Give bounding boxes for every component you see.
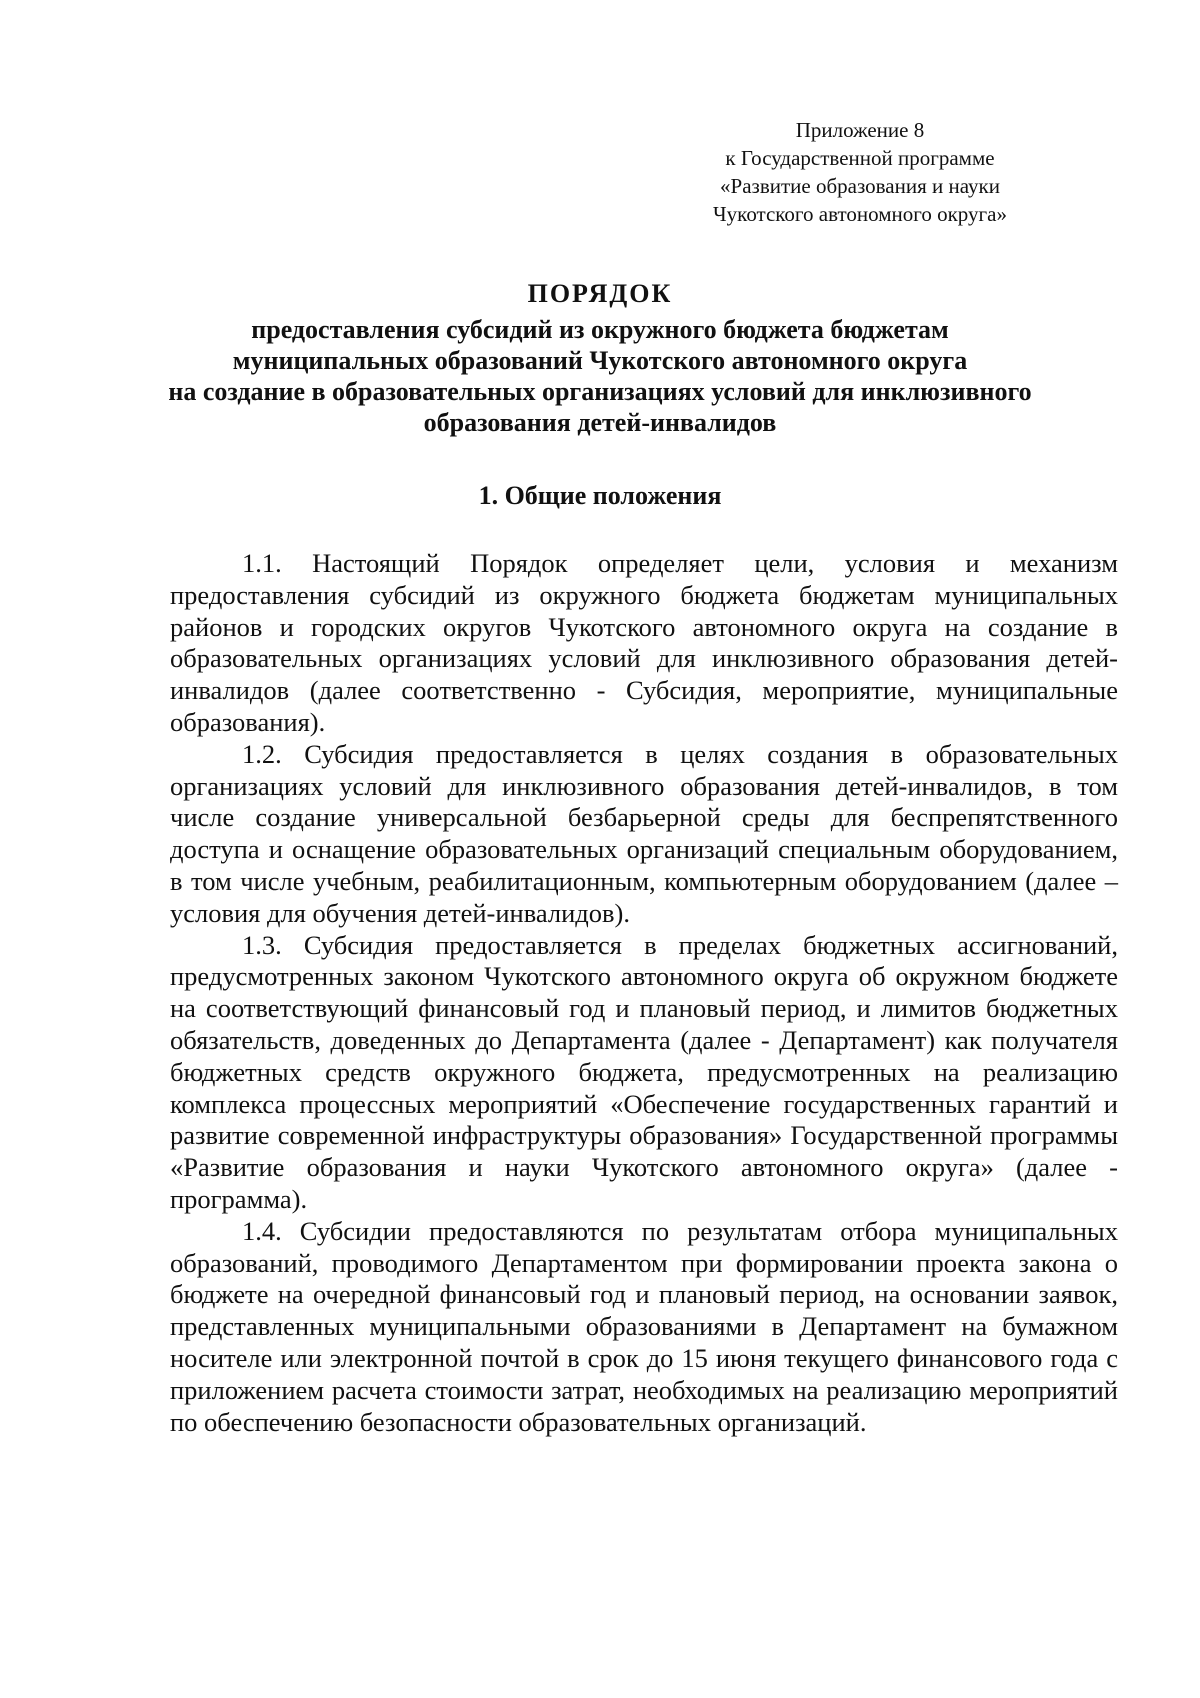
section-body [170,548,1118,1438]
paragraph-1-1: 1.1. Настоящий Порядок определяет цели, условия и механизм предоставления субсидий из окружного бюджета бюджетам муниципальных районов и городских округов Чукотского автономного округа на создание в образовательных организациях условий для инклюзивного образования детей-инвалидов (далее соответственно - Субсидия, мероприятие, муниципальные образования). [170,548,1118,737]
subtitle-line-2: муниципальных образований Чукотского автономного округа [232,346,968,375]
document-title: ПОРЯДОК [527,279,673,308]
subtitle-line-3: на создание в образовательных организациях условий для инклюзивного [168,377,1032,406]
subtitle-line-1: предоставления субсидий из окружного бюджета бюджетам [251,315,949,344]
paragraph-1-4: 1.4. Субсидии предоставляются по результатам отбора муниципальных образований, проводимого Департаментом при формировании проекта закона о бюджете на очередной финансовый год и плановый период, на основании заявок, представленных муниципальными образованиями в Департамент на бумажном носителе или электронной почтой в срок до 15 июня текущего финансового года с приложением расчета стоимости затрат, необходимых на реализацию мероприятий по обеспечению безопасности образовательных организаций. [170,1215,1118,1437]
appendix-line-2: к Государственной программе [725,146,995,170]
paragraph-1-2: 1.2. Субсидия предоставляется в целях создания в образовательных организациях условий для инклюзивного образования детей-инвалидов, в том числе создание универсальной безбарьерной среды для беспрепятственного доступа и оснащение образовательных организаций специальным оборудованием, в том числе учебным, реабилитационным, компьютерным оборудованием (далее – условия для обучения детей-инвалидов). [170,738,1118,928]
section-heading: 1. Общие положения [478,481,722,510]
appendix-note [680,116,1040,228]
subtitle-line-4: образования детей-инвалидов [423,408,777,437]
appendix-line-1: Приложение 8 [795,118,925,142]
appendix-line-3: «Развитие образования и науки [720,174,1000,198]
appendix-line-4: Чукотского автономного округа» [713,202,1007,226]
document-subtitle [150,314,1050,438]
paragraph-1-3: 1.3. Субсидия предоставляется в пределах бюджетных ассигнований, предусмотренных законом Чукотского автономного округа об окружном бюджете на соответствующий финансовый год и плановый период, и лимитов бюджетных обязательств, доведенных до Департамента (далее - Департамент) как получателя бюджетных средств окружного бюджета, предусмотренных на реализацию комплекса процессных мероприятий «Обеспечение государственных гарантий и развитие современной инфраструктуры образования» Государственной программы «Развитие образования и науки Чукотского автономного округа» (далее - программа). [170,929,1118,1214]
